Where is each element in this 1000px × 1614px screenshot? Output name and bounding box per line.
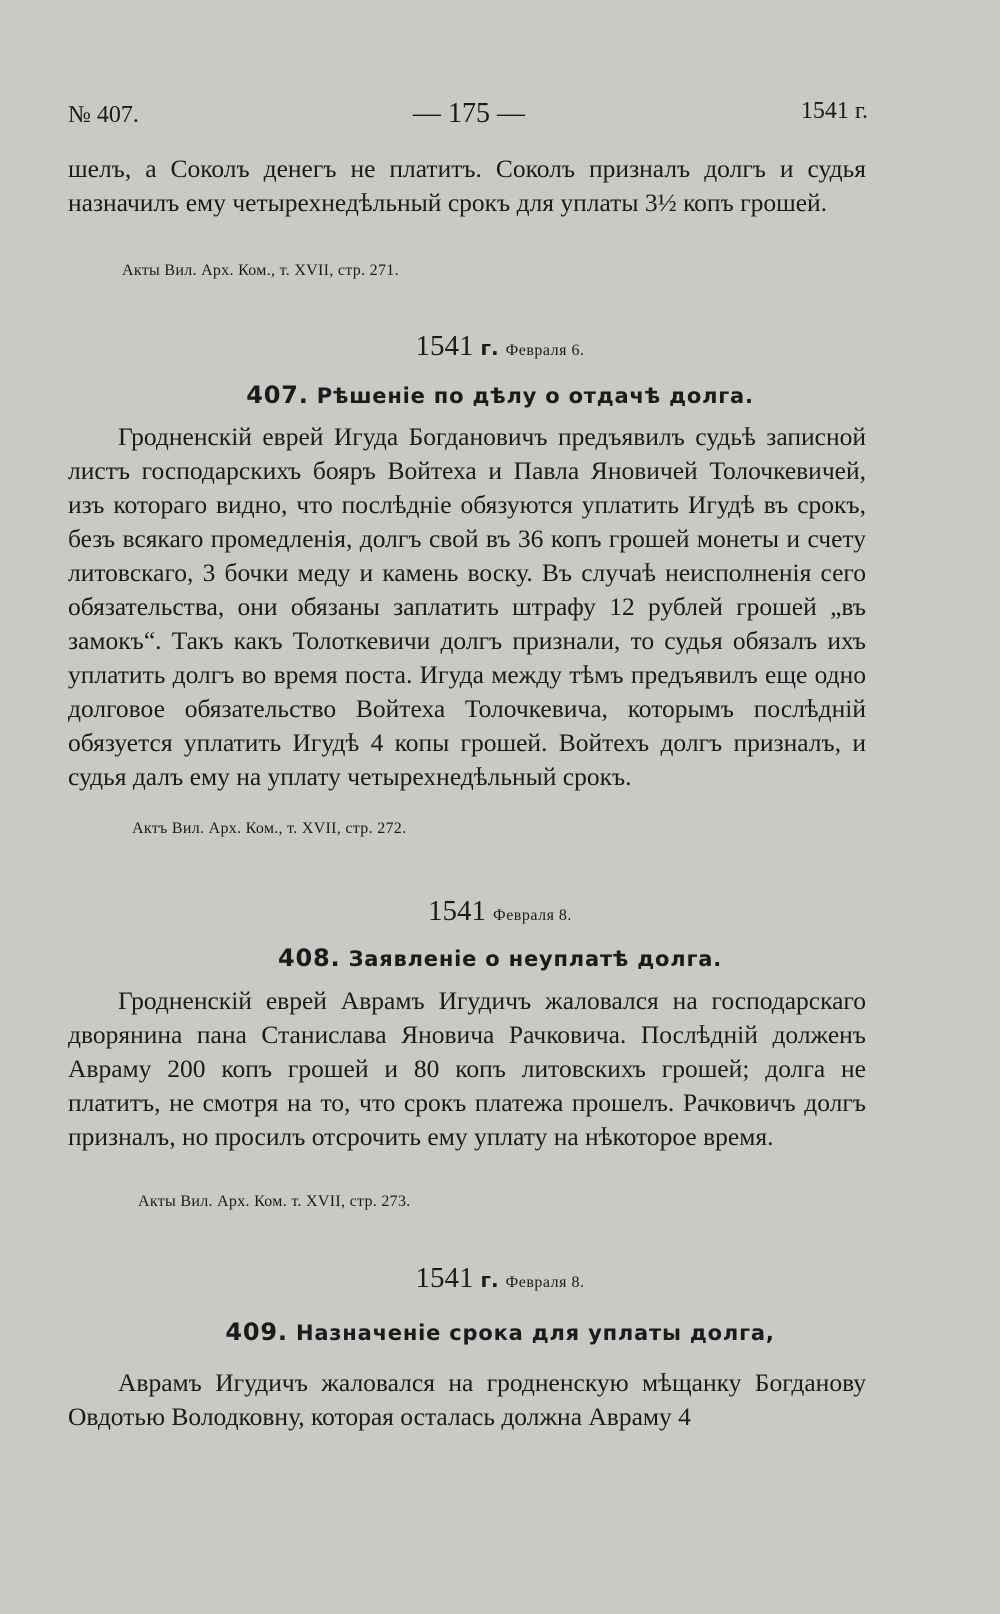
entry-408-heading <box>0 944 1000 972</box>
page-number: — 175 — <box>413 98 525 129</box>
entry-407-heading <box>0 381 1000 409</box>
continuation-paragraph: шелъ, а Соколъ денегъ не платитъ. Соколъ призналъ долгъ и судья назначилъ ему четырехнедѣльный срокъ для уплаты 3½ копъ грошей. <box>68 154 866 217</box>
entry-407-date <box>0 330 1000 363</box>
entry-407-citation: Актъ Вил. Арх. Ком., т. XVII, стр. 272. <box>132 820 407 837</box>
entry-408-number: 408. <box>278 944 341 972</box>
entry-409-heading <box>0 1318 1000 1346</box>
continuation-citation: Акты Вил. Арх. Ком., т. XVII, стр. 271. <box>122 262 399 279</box>
entry-407-day: Февраля 6. <box>505 342 585 359</box>
entry-408-date <box>0 895 1000 928</box>
entry-409-number: 409. <box>225 1318 288 1346</box>
entry-407-number: 407. <box>246 381 309 409</box>
entry-409-year: 1541 <box>415 1262 474 1294</box>
page-header <box>68 98 868 138</box>
entry-409-title: Назначеніе срока для уплаты долга, <box>295 1321 775 1345</box>
entry-409-date <box>0 1262 1000 1295</box>
entry-409-g: г. <box>480 1268 499 1292</box>
entry-408-text: Гродненскій еврей Аврамъ Игудичъ жаловался на господарскаго дворянина пана Станислава Яновича Рачковича. Послѣдній долженъ Авраму 200 копъ грошей и 80 копъ литовскихъ грошей; долга не платитъ, не смотря на то, что срокъ платежа прошелъ. Рачковичъ долгъ призналъ, но просилъ отсрочить ему уплату на нѣкоторое время. <box>68 986 866 1151</box>
entry-407-text: Гродненскій еврей Игуда Богдановичъ предъявилъ судьѣ записной листъ господарскихъ бояръ Войтеха и Павла Яновичей Толочкевичей, изъ котораго видно, что послѣдніе обязуются уплатить Игудѣ въ срокъ, безъ всякаго промедленія, долгъ свой въ 36 копъ грошей монеты и счету литовскаго, 3 бочки меду и камень воску. Въ случаѣ неисполненія сего обязательства, они обязаны заплатить штрафу 12 рублей грошей „въ замокъ“. Такъ какъ Толоткевичи долгъ признали, то судья обязалъ ихъ уплатить долгъ во время поста. Игуда между тѣмъ предъявилъ еще одно долговое обязательство Войтеха Толочкевича, которымъ послѣдній обязуется уплатить Игудѣ 4 копы грошей. Войтехъ долгъ призналъ, и судья далъ ему на уплату четырехнедѣльный срокъ. <box>68 422 866 791</box>
entry-407-g: г. <box>480 336 499 360</box>
entry-409-text: Аврамъ Игудичъ жаловался на гродненскую мѣщанку Богданову Овдотью Володковну, которая осталась должна Авраму 4 <box>68 1368 866 1431</box>
entry-408-citation: Акты Вил. Арх. Ком. т. XVII, стр. 273. <box>138 1193 411 1210</box>
entry-408-day: Февраля 8. <box>493 907 572 924</box>
entry-407-title: Рѣшеніе по дѣлу о отдачѣ долга. <box>316 384 754 408</box>
header-document-number: № 407. <box>68 102 139 128</box>
entry-408-year: 1541 <box>428 895 487 927</box>
entry-407-year: 1541 <box>415 330 474 362</box>
entry-408-title: Заявленіе о неуплатѣ долга. <box>348 947 722 971</box>
entry-409-day: Февраля 8. <box>505 1274 585 1291</box>
header-year: 1541 г. <box>800 98 868 124</box>
